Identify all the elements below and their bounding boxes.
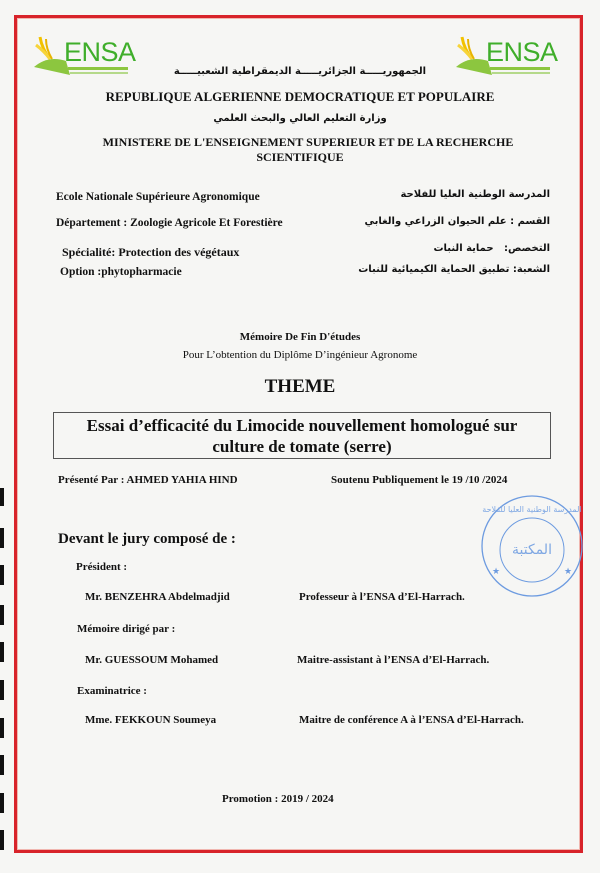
thesis-title-box <box>53 412 551 459</box>
stamp-ring-text: المدرسة الوطنية العليا للفلاحة <box>482 505 582 514</box>
promotion: Promotion : 2019 / 2024 <box>222 793 334 805</box>
theme-label: THEME <box>264 376 336 397</box>
library-stamp <box>478 492 586 600</box>
jury-member-title: Professeur à l’ENSA d’El-Harrach. <box>299 591 465 603</box>
department-arabic: القسم : علم الحيوان الزراعي والغابي <box>364 216 550 227</box>
ministry-french-line2: SCIENTIFIQUE <box>256 150 344 164</box>
thesis-title-line1: Essai d’efficacité du Limocide nouvellement homologué sur <box>86 416 518 435</box>
ministry-french-line1: MINISTERE DE L'ENSEIGNEMENT SUPERIEUR ET DE LA RECHERCHE <box>102 135 514 149</box>
jury-role: Examinatrice : <box>77 685 147 697</box>
jury-heading: Devant le jury composé de : <box>58 531 236 547</box>
defense-date: Soutenu Publiquement le 19 /10 /2024 <box>331 474 508 486</box>
binding-mark <box>0 488 4 506</box>
thesis-type: Mémoire De Fin D'études <box>239 331 361 343</box>
binding-mark <box>0 793 4 813</box>
stamp-star-icon: ★ <box>564 566 573 576</box>
thesis-title-line2: culture de tomate (serre) <box>212 437 392 456</box>
jury-member-name: Mr. BENZEHRA Abdelmadjid <box>85 591 230 603</box>
speciality-french: Spécialité: Protection des végétaux <box>62 245 240 259</box>
logo-text: ENSA <box>64 37 136 67</box>
school-french: Ecole Nationale Supérieure Agronomique <box>56 191 260 203</box>
binding-mark <box>0 642 4 662</box>
binding-mark <box>0 565 4 585</box>
stamp-center-text: المكتبة <box>512 542 552 558</box>
ministry-arabic: وزارة التعليم العالي والبحث العلمي <box>213 113 387 124</box>
jury-role: Président : <box>76 561 128 573</box>
stamp-star-icon: ★ <box>492 566 501 576</box>
option-french: Option :phytopharmacie <box>60 266 182 278</box>
logo-text: ENSA <box>486 37 558 67</box>
jury-member-title: Maitre de conférence A à l’ENSA d’El-Harrach. <box>299 714 524 726</box>
jury-member-name: Mme. FEKKOUN Soumeya <box>85 714 217 726</box>
binding-mark <box>0 755 4 775</box>
binding-mark <box>0 605 4 625</box>
republic-french: REPUBLIQUE ALGERIENNE DEMOCRATIQUE ET POPULAIRE <box>105 89 495 104</box>
jury-member-title: Maitre-assistant à l’ENSA d’El-Harrach. <box>297 654 490 666</box>
binding-mark <box>0 528 4 548</box>
jury-role: Mémoire dirigé par : <box>77 623 176 635</box>
school-arabic: المدرسة الوطنية العليا للفلاحة <box>400 189 550 200</box>
speciality-arabic: التخصص: حماية النبات <box>433 243 550 254</box>
department-french: Département : Zoologie Agricole Et Forestière <box>56 217 283 229</box>
thesis-purpose: Pour L’obtention du Diplôme D’ingénieur Agronome <box>182 349 418 361</box>
binding-mark <box>0 718 4 738</box>
presented-by: Présenté Par : AHMED YAHIA HIND <box>58 474 238 486</box>
option-arabic: الشعبة: تطبيق الحماية الكيميائية للنبات <box>358 264 550 275</box>
binding-mark <box>0 830 4 850</box>
binding-mark <box>0 680 4 700</box>
republic-arabic: الجمهوريـــــة الجزائريـــــة الديمقراطية الشعبيـــــة <box>173 66 427 77</box>
jury-member-name: Mr. GUESSOUM Mohamed <box>85 654 219 666</box>
